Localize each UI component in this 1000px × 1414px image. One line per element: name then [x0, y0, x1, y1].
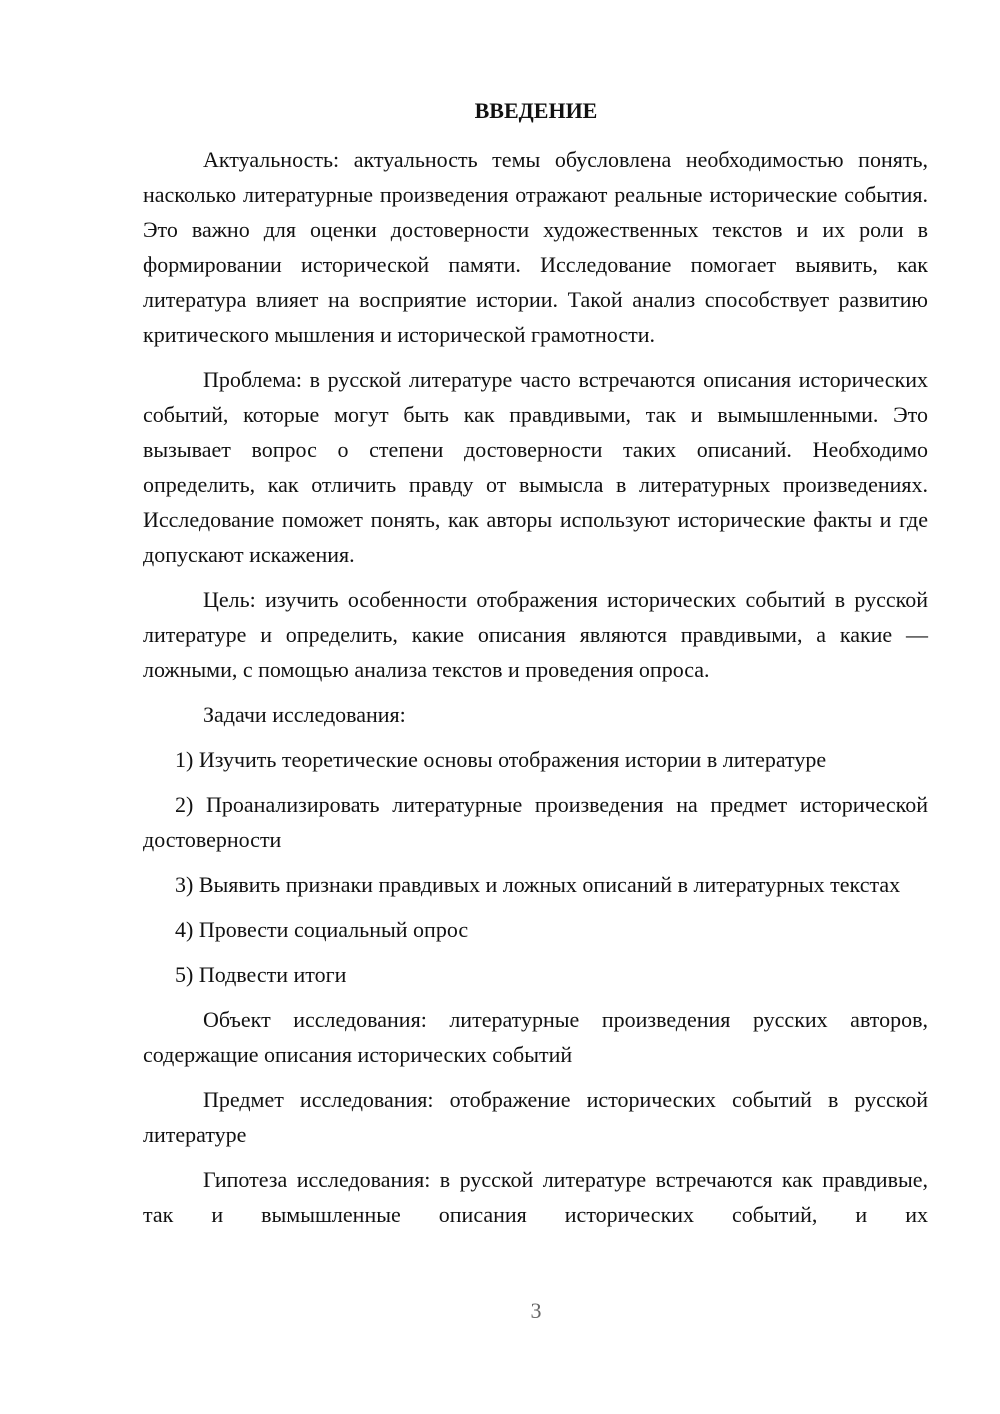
body-text — [143, 142, 928, 1242]
section-heading: ВВЕДЕНИЕ — [474, 98, 598, 123]
task-item-3: 3) Выявить признаки правдивых и ложных описаний в литературных текстах — [175, 872, 901, 897]
tasks-heading: Задачи исследования: — [203, 702, 406, 727]
object-paragraph: Объект исследования: литературные произведения русских авторов, содержащие описания исторических событий — [143, 1007, 928, 1067]
subject-paragraph: Предмет исследования: отображение исторических событий в русской литературе — [143, 1087, 928, 1147]
problem-paragraph: Проблема: в русской литературе часто встречаются описания исторических событий, которые могут быть как правдивыми, так и вымышленными. Это вызывает вопрос о степени достоверности таких описаний. Необходимо определить, как отличить правду от вымысла в литературных произведениях. Исследование поможет понять, как авторы используют исторические факты и где допускают искажения. — [143, 367, 928, 567]
page-number: 3 — [530, 1298, 542, 1323]
task-item-1: 1) Изучить теоретические основы отображения истории в литературе — [175, 747, 827, 772]
task-item-5: 5) Подвести итоги — [175, 962, 347, 987]
relevance-paragraph: Актуальность: актуальность темы обусловлена необходимостью понять, насколько литературные произведения отражают реальные исторические события. Это важно для оценки достоверности художественных текстов и их роли в формировании исторической памяти. Исследование помогает выявить, как литература влияет на восприятие истории. Такой анализ способствует развитию критического мышления и исторической грамотности. — [143, 147, 928, 347]
task-item-2: 2) Проанализировать литературные произведения на предмет исторической достоверности — [143, 792, 928, 852]
goal-paragraph: Цель: изучить особенности отображения исторических событий в русской литературе и определить, какие описания являются правдивыми, а какие — ложными, с помощью анализа текстов и проведения опроса. — [143, 587, 928, 682]
hypothesis-paragraph: Гипотеза исследования: в русской литературе встречаются как правдивые, так и вымышленные описания исторических событий, и их — [143, 1167, 928, 1227]
task-item-4: 4) Провести социальный опрос — [175, 917, 469, 942]
